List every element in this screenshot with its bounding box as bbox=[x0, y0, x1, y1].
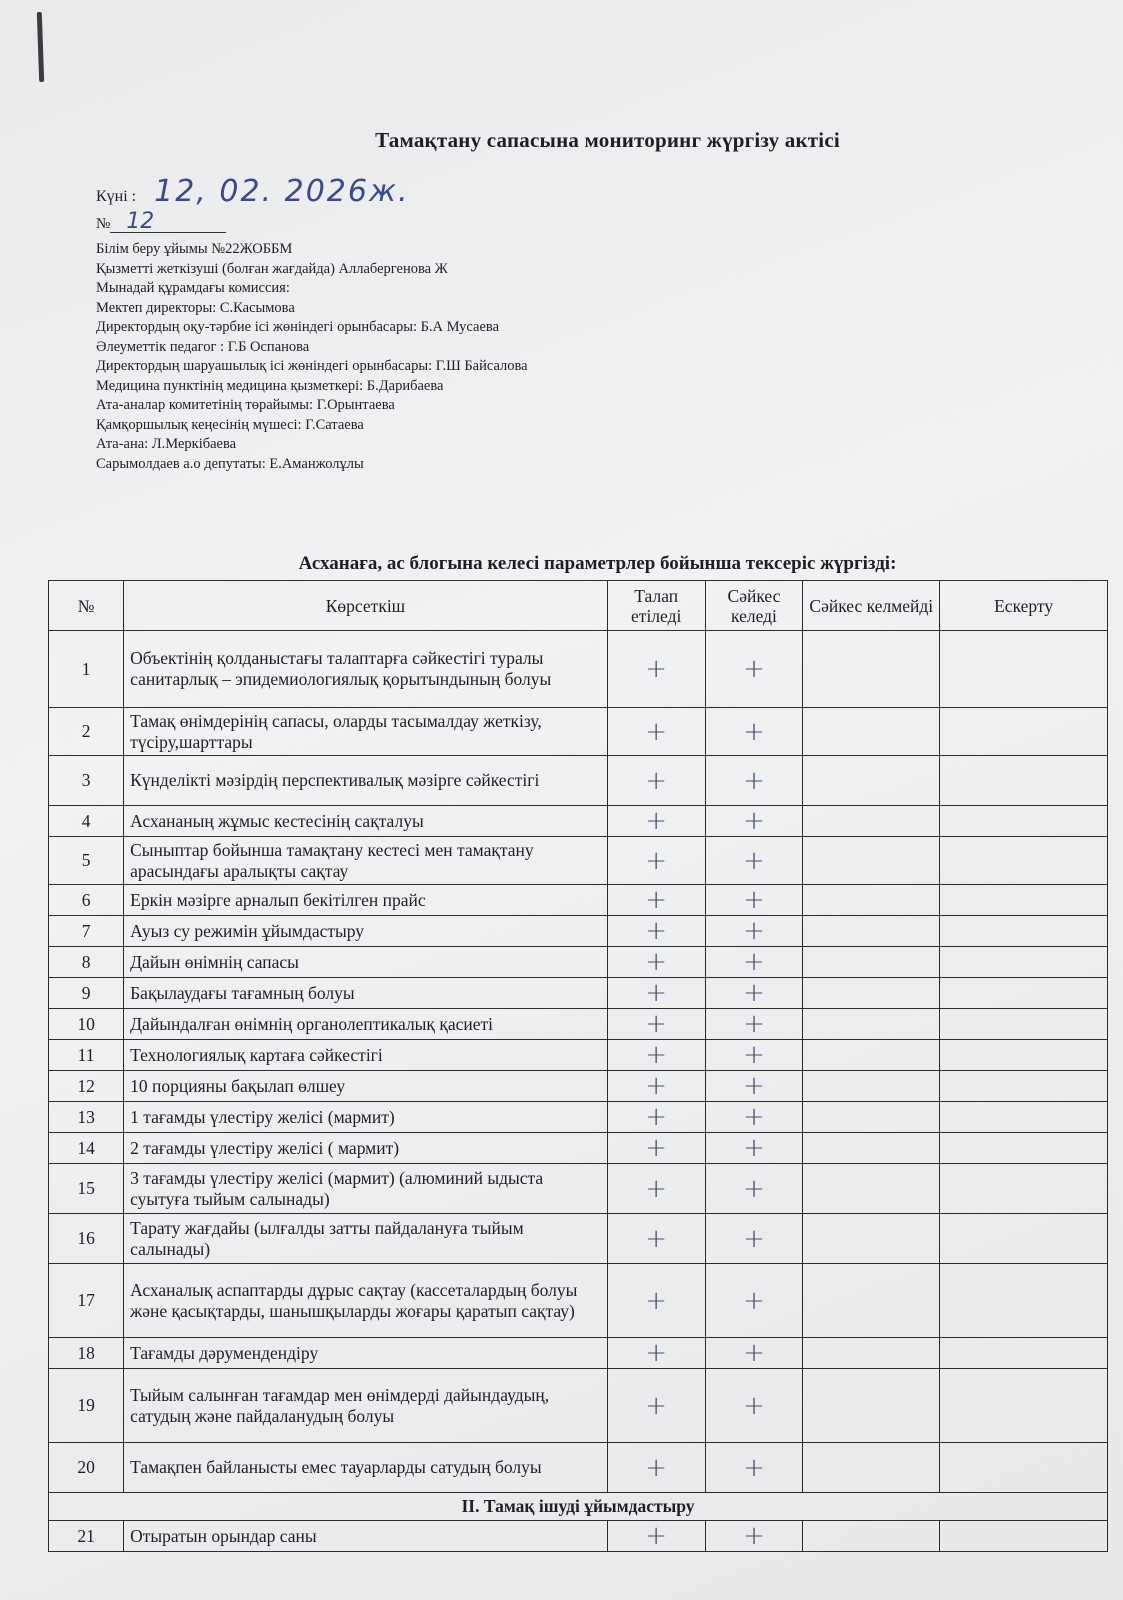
row-required-mark: + bbox=[607, 1164, 705, 1214]
row-number: 7 bbox=[49, 916, 124, 947]
row-number: 9 bbox=[49, 978, 124, 1009]
row-required-mark: + bbox=[607, 1133, 705, 1164]
table-row bbox=[49, 1040, 1108, 1071]
row-noncompliant-mark bbox=[803, 1338, 940, 1369]
row-required-mark: + bbox=[607, 1443, 705, 1493]
row-note bbox=[940, 1214, 1108, 1264]
row-noncompliant-mark bbox=[803, 1521, 940, 1552]
info-line: Қызметті жеткізуші (болған жағдайда) Аллабергенова Ж bbox=[96, 260, 448, 277]
table-row bbox=[49, 1369, 1108, 1443]
row-noncompliant-mark bbox=[803, 631, 940, 708]
row-indicator: Сыныптар бойынша тамақтану кестесі мен тамақтану арасындағы аралықты сақтау bbox=[124, 837, 608, 885]
row-indicator: Еркін мәзірге арналып бекітілген прайс bbox=[124, 885, 608, 916]
row-compliant-mark: + bbox=[705, 631, 803, 708]
row-noncompliant-mark bbox=[803, 885, 940, 916]
row-compliant-mark: + bbox=[705, 806, 803, 837]
info-line: Қамқоршылық кеңесінің мүшесі: Г.Сатаева bbox=[96, 416, 364, 433]
row-note bbox=[940, 916, 1108, 947]
info-line: Мектеп директоры: С.Касымова bbox=[96, 299, 295, 316]
row-number: 1 bbox=[49, 631, 124, 708]
info-line: Медицина пунктінің медицина қызметкері: Б.Дарибаева bbox=[96, 377, 444, 394]
row-number: 11 bbox=[49, 1040, 124, 1071]
table-row bbox=[49, 1102, 1108, 1133]
row-noncompliant-mark bbox=[803, 708, 940, 756]
row-required-mark: + bbox=[607, 916, 705, 947]
row-noncompliant-mark bbox=[803, 1164, 940, 1214]
header-noncompliant: Сәйкес келмейді bbox=[803, 581, 940, 631]
row-compliant-mark: + bbox=[705, 1164, 803, 1214]
row-number: 3 bbox=[49, 756, 124, 806]
row-note bbox=[940, 1071, 1108, 1102]
date-line bbox=[96, 174, 410, 209]
row-indicator: Тамақ өнімдерінің сапасы, оларды тасымалдау жеткізу, түсіру,шарттары bbox=[124, 708, 608, 756]
row-indicator: 2 тағамды үлестіру желісі ( мармит) bbox=[124, 1133, 608, 1164]
table-row bbox=[49, 1214, 1108, 1264]
row-indicator: Ауыз су режимін ұйымдастыру bbox=[124, 916, 608, 947]
table-row bbox=[49, 1164, 1108, 1214]
row-compliant-mark: + bbox=[705, 1443, 803, 1493]
section2-row bbox=[49, 1493, 1108, 1521]
table-row bbox=[49, 1338, 1108, 1369]
table-row bbox=[49, 756, 1108, 806]
row-indicator: Дайын өнімнің сапасы bbox=[124, 947, 608, 978]
row-number: 18 bbox=[49, 1338, 124, 1369]
row-note bbox=[940, 1009, 1108, 1040]
row-indicator: Технологиялық картаға сәйкестігі bbox=[124, 1040, 608, 1071]
row-required-mark: + bbox=[607, 1009, 705, 1040]
row-compliant-mark: + bbox=[705, 1071, 803, 1102]
document-title: Тамақтану сапасына мониторинг жүргізу актісі bbox=[375, 128, 840, 152]
row-required-mark: + bbox=[607, 885, 705, 916]
row-noncompliant-mark bbox=[803, 1214, 940, 1264]
table-row bbox=[49, 916, 1108, 947]
header-note: Ескерту bbox=[940, 581, 1108, 631]
table-row bbox=[49, 708, 1108, 756]
row-indicator: 10 порцияны бақылап өлшеу bbox=[124, 1071, 608, 1102]
info-line: Білім беру ұйымы №22ЖОББМ bbox=[96, 241, 293, 257]
row-indicator: Асхананың жұмыс кестесінің сақталуы bbox=[124, 806, 608, 837]
row-note bbox=[940, 1264, 1108, 1338]
date-value: 12, 02. 2026ж. bbox=[154, 174, 410, 209]
info-line: Мынадай құрамдағы комиссия: bbox=[96, 280, 290, 296]
table-row bbox=[49, 1443, 1108, 1493]
row-noncompliant-mark bbox=[803, 1040, 940, 1071]
info-line: Ата-аналар комитетінің төрайымы: Г.Орынтаева bbox=[96, 397, 395, 413]
row-number: 20 bbox=[49, 1443, 124, 1493]
table-row bbox=[49, 947, 1108, 978]
row-compliant-mark: + bbox=[705, 1521, 803, 1552]
row-required-mark: + bbox=[607, 1071, 705, 1102]
table-row bbox=[49, 885, 1108, 916]
row-indicator: Тыйым салынған тағамдар мен өнімдерді дайындаудың, сатудың және пайдаланудың болуы bbox=[124, 1369, 608, 1443]
row-number: 10 bbox=[49, 1009, 124, 1040]
row-note bbox=[940, 708, 1108, 756]
row-compliant-mark: + bbox=[705, 1264, 803, 1338]
info-line: Директордың оқу-тәрбие ісі жөніндегі орынбасары: Б.А Мусаева bbox=[96, 319, 500, 335]
row-noncompliant-mark bbox=[803, 1133, 940, 1164]
row-indicator: Дайындалған өнімнің органолептикалық қасиеті bbox=[124, 1009, 608, 1040]
row-required-mark: + bbox=[607, 806, 705, 837]
row-note bbox=[940, 756, 1108, 806]
row-noncompliant-mark bbox=[803, 1102, 940, 1133]
table-row bbox=[49, 1133, 1108, 1164]
row-note bbox=[940, 1040, 1108, 1071]
section2-title: ІІ. Тамақ ішуді ұйымдастыру bbox=[49, 1493, 1108, 1521]
row-indicator: Бақылаудағы тағамның болуы bbox=[124, 978, 608, 1009]
number-line bbox=[96, 209, 226, 234]
table-header-row bbox=[49, 581, 1108, 631]
header-required: Талап етіледі bbox=[607, 581, 705, 631]
table-row bbox=[49, 1521, 1108, 1552]
row-note bbox=[940, 1164, 1108, 1214]
row-number: 2 bbox=[49, 708, 124, 756]
row-noncompliant-mark bbox=[803, 1071, 940, 1102]
row-required-mark: + bbox=[607, 631, 705, 708]
number-label: № bbox=[96, 216, 111, 232]
row-number: 5 bbox=[49, 837, 124, 885]
row-required-mark: + bbox=[607, 1264, 705, 1338]
row-note bbox=[940, 1102, 1108, 1133]
row-number: 6 bbox=[49, 885, 124, 916]
row-note bbox=[940, 631, 1108, 708]
row-indicator: Тағамды дәрумендендіру bbox=[124, 1338, 608, 1369]
row-indicator: Объектінің қолданыстағы талаптарға сәйкестігі туралы санитарлық – эпидемиологиялық қорытындының болуы bbox=[124, 631, 608, 708]
row-number: 16 bbox=[49, 1214, 124, 1264]
row-note bbox=[940, 1443, 1108, 1493]
row-indicator: Асханалық аспаптарды дұрыс сақтау (кассеталардың болуы және қасықтарды, шанышқыларды жоғары қаратып сақтау) bbox=[124, 1264, 608, 1338]
row-indicator: Күнделікті мәзірдің перспективалық мәзірге сәйкестігі bbox=[124, 756, 608, 806]
row-indicator: Отыратын орындар саны bbox=[124, 1521, 608, 1552]
row-compliant-mark: + bbox=[705, 1009, 803, 1040]
row-required-mark: + bbox=[607, 1521, 705, 1552]
info-line: Әлеуметтік педагог : Г.Б Оспанова bbox=[96, 338, 310, 355]
row-compliant-mark: + bbox=[705, 1102, 803, 1133]
row-note bbox=[940, 1338, 1108, 1369]
row-number: 21 bbox=[49, 1521, 124, 1552]
row-required-mark: + bbox=[607, 1338, 705, 1369]
row-note bbox=[940, 1369, 1108, 1443]
table-row bbox=[49, 978, 1108, 1009]
number-value: 12 bbox=[110, 212, 226, 233]
table-row bbox=[49, 1071, 1108, 1102]
row-compliant-mark: + bbox=[705, 978, 803, 1009]
row-compliant-mark: + bbox=[705, 1133, 803, 1164]
row-noncompliant-mark bbox=[803, 916, 940, 947]
table-row bbox=[49, 631, 1108, 708]
row-noncompliant-mark bbox=[803, 978, 940, 1009]
row-number: 15 bbox=[49, 1164, 124, 1214]
row-noncompliant-mark bbox=[803, 1443, 940, 1493]
row-number: 17 bbox=[49, 1264, 124, 1338]
row-number: 4 bbox=[49, 806, 124, 837]
row-required-mark: + bbox=[607, 1369, 705, 1443]
row-note bbox=[940, 947, 1108, 978]
row-compliant-mark: + bbox=[705, 1338, 803, 1369]
row-number: 13 bbox=[49, 1102, 124, 1133]
row-note bbox=[940, 885, 1108, 916]
row-compliant-mark: + bbox=[705, 1040, 803, 1071]
row-noncompliant-mark bbox=[803, 837, 940, 885]
row-noncompliant-mark bbox=[803, 1369, 940, 1443]
row-indicator: 1 тағамды үлестіру желісі (мармит) bbox=[124, 1102, 608, 1133]
row-noncompliant-mark bbox=[803, 806, 940, 837]
row-required-mark: + bbox=[607, 947, 705, 978]
commission-info bbox=[96, 240, 528, 474]
row-required-mark: + bbox=[607, 837, 705, 885]
row-required-mark: + bbox=[607, 756, 705, 806]
inspection-table bbox=[48, 580, 1108, 1552]
row-note bbox=[940, 806, 1108, 837]
row-number: 14 bbox=[49, 1133, 124, 1164]
row-compliant-mark: + bbox=[705, 947, 803, 978]
row-indicator: 3 тағамды үлестіру желісі (мармит) (алюминий ыдыста суытуға тыйым салынады) bbox=[124, 1164, 608, 1214]
table-row bbox=[49, 1009, 1108, 1040]
row-compliant-mark: + bbox=[705, 1214, 803, 1264]
row-compliant-mark: + bbox=[705, 885, 803, 916]
row-note bbox=[940, 837, 1108, 885]
table-row bbox=[49, 837, 1108, 885]
row-note bbox=[940, 1133, 1108, 1164]
row-compliant-mark: + bbox=[705, 837, 803, 885]
row-compliant-mark: + bbox=[705, 916, 803, 947]
staple-mark bbox=[37, 12, 44, 82]
row-required-mark: + bbox=[607, 1040, 705, 1071]
row-required-mark: + bbox=[607, 978, 705, 1009]
row-note bbox=[940, 978, 1108, 1009]
header-no: № bbox=[49, 581, 124, 631]
row-required-mark: + bbox=[607, 1214, 705, 1264]
row-compliant-mark: + bbox=[705, 756, 803, 806]
row-number: 19 bbox=[49, 1369, 124, 1443]
row-compliant-mark: + bbox=[705, 1369, 803, 1443]
row-compliant-mark: + bbox=[705, 708, 803, 756]
row-noncompliant-mark bbox=[803, 756, 940, 806]
row-number: 12 bbox=[49, 1071, 124, 1102]
row-indicator: Тарату жағдайы (ылғалды затты пайдалануға тыйым салынады) bbox=[124, 1214, 608, 1264]
row-noncompliant-mark bbox=[803, 1264, 940, 1338]
header-compliant: Сәйкес келеді bbox=[705, 581, 803, 631]
info-line: Директордың шаруашылық ісі жөніндегі орынбасары: Г.Ш Байсалова bbox=[96, 358, 528, 374]
row-number: 8 bbox=[49, 947, 124, 978]
row-noncompliant-mark bbox=[803, 1009, 940, 1040]
header-indicator: Көрсеткіш bbox=[124, 581, 608, 631]
info-line: Сарымолдаев а.о депутаты: Е.Аманжолұлы bbox=[96, 455, 364, 472]
section-title: Асханаға, ас блогына келесі параметрлер бойынша тексеріс жүргізді: bbox=[298, 553, 897, 574]
table-row bbox=[49, 1264, 1108, 1338]
row-required-mark: + bbox=[607, 708, 705, 756]
date-label: Күні : bbox=[96, 188, 137, 205]
row-noncompliant-mark bbox=[803, 947, 940, 978]
row-note bbox=[940, 1521, 1108, 1552]
table-row bbox=[49, 806, 1108, 837]
row-required-mark: + bbox=[607, 1102, 705, 1133]
row-indicator: Тамақпен байланысты емес тауарларды сатудың болуы bbox=[124, 1443, 608, 1493]
info-line: Ата-ана: Л.Меркібаева bbox=[96, 436, 237, 452]
